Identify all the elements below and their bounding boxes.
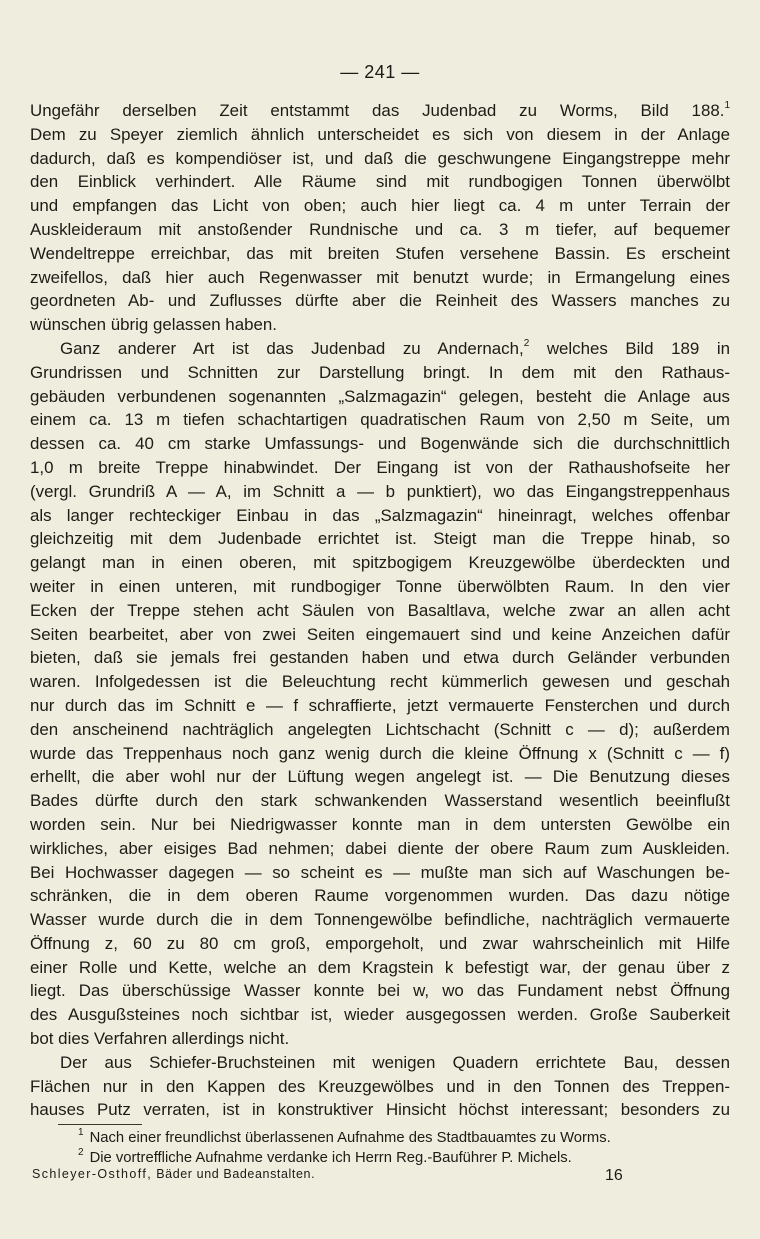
- line-text: gleichzeitig mit dem Judenbade errichtet ist. Steigt man die Treppe hinab, so: [30, 529, 730, 549]
- text-line: [30, 932, 730, 956]
- text-line: [30, 718, 730, 742]
- text-line: [30, 813, 730, 837]
- text-line: [30, 242, 730, 266]
- footnote-reference: 2: [523, 338, 530, 350]
- footnote-text: Nach einer freundlichst überlassenen Aufnahme des Stadtbauamtes zu Worms.: [89, 1130, 611, 1146]
- line-text: gebäuden verbundenen sogenannten „Salzmagazin“ gelegen, besteht die Anlage aus: [30, 386, 730, 406]
- text-line: [30, 765, 730, 789]
- line-text: zweifellos, daß hier auch Regenwasser mit benutzt wurde; in Ermangelung eines: [30, 267, 730, 287]
- text-line: [30, 956, 730, 980]
- text-line: [30, 837, 730, 861]
- sheet-number: 16: [605, 1167, 623, 1184]
- footnotes: [78, 1128, 678, 1168]
- line-text: Ecken der Treppe stehen acht Säulen von Basaltlava, welche zwar an allen acht: [30, 600, 730, 620]
- line-text: Dem zu Speyer ziemlich ähnlich unterscheidet es sich von diesem in der Anlage: [30, 124, 730, 144]
- text-line: [30, 623, 730, 647]
- text-line: [30, 170, 730, 194]
- line-text: Öffnung z, 60 zu 80 cm groß, emporgeholt, und zwar wahrscheinlich mit Hilfe: [30, 933, 730, 953]
- text-line: [30, 789, 730, 813]
- footnote-mark: 2: [78, 1147, 84, 1159]
- line-text: den anscheinend nachträglich angelegten Lichtschacht (Schnitt c — d); außerdem: [30, 719, 730, 739]
- text-line: [30, 527, 730, 551]
- line-text: waren. Infolgedessen ist die Beleuchtung recht kümmerlich gewesen und geschah: [30, 672, 730, 692]
- text-line: [30, 646, 730, 670]
- line-text: worden sein. Nur bei Niedrigwasser konnte man in dem untersten Gewölbe ein: [30, 814, 730, 834]
- footnote-text: Die vortreffliche Aufnahme verdanke ich Herrn Reg.-Bauführer P. Michels.: [89, 1150, 572, 1166]
- footnote: [78, 1148, 678, 1168]
- line-text: dessen ca. 40 cm starke Umfassungs- und Bogenwände sich die durchschnittlich: [30, 434, 730, 454]
- text-line: [30, 432, 730, 456]
- text-line: [30, 337, 730, 361]
- line-text: einer Rolle und Kette, welche an dem Kragstein k befestigt war, der genau über z: [30, 957, 730, 977]
- line-text: wirkliches, aber eisiges Bad nehmen; dabei diente der obere Raum zum Auskleiden.: [30, 838, 730, 858]
- line-text: liegt. Das überschüssige Wasser konnte bei w, wo das Fundament nebst Öffnung: [30, 981, 730, 1001]
- line-text: den Einblick verhindert. Alle Räume sind mit rundbogigen Tonnen überwölbt: [30, 172, 730, 192]
- line-text: Auskleideraum mit anstoßender Rundnische und ca. 3 m tiefer, auf bequemer: [30, 219, 730, 239]
- line-text: Wendeltreppe erreichbar, das mit breiten Stufen versehene Bassin. Es erscheint: [30, 243, 730, 263]
- line-text: Ganz anderer Art ist das Judenbad zu Andernach,: [60, 338, 524, 358]
- text-line: [30, 1051, 730, 1075]
- line-text: schränken, die in dem oberen Raume vorgenommen wurden. Das dazu nötige: [30, 886, 730, 906]
- page-number: — 241 —: [340, 62, 420, 82]
- main-text: [30, 99, 730, 1122]
- line-text: erhellt, die aber wohl nur der Lüftung wegen angelegt ist. — Die Benutzung dieses: [30, 767, 730, 787]
- text-line: [30, 480, 730, 504]
- text-line: [30, 694, 730, 718]
- text-line: [30, 147, 730, 171]
- line-text: und empfangen das Licht von oben; auch hier liegt ca. 4 m unter Terrain der: [30, 196, 730, 216]
- signature-title: Bäder und Badeanstalten.: [156, 1167, 316, 1181]
- line-text: dadurch, daß es kompendiöser ist, und daß die geschwungene Eingangstreppe mehr: [30, 148, 730, 168]
- line-text: Bades dürfte durch den stark schwankenden Wasserstand wesentlich beeinflußt: [30, 791, 730, 811]
- line-text: hauses Putz verraten, ist in konstruktiver Hinsicht höchst interessant; besonders zu: [30, 1100, 730, 1120]
- text-line: [30, 408, 730, 432]
- line-text: 1,0 m breite Treppe hinabwindet. Der Eingang ist von der Rathaushofseite her: [30, 457, 730, 477]
- text-line: [30, 218, 730, 242]
- line-text: nur durch das im Schnitt e — f schraffierte, jetzt vermauerte Fensterchen und durch: [30, 695, 730, 715]
- text-line: [30, 551, 730, 575]
- text-line: [30, 861, 730, 885]
- line-text: einem ca. 13 m tiefen schachtartigen quadratischen Raum von 2,50 m Seite, um: [30, 410, 730, 430]
- line-text: als langer rechteckiger Einbau in das „Salzmagazin“ hineinragt, welches offenbar: [30, 505, 730, 525]
- line-text-continued: welches Bild 189 in: [529, 338, 730, 358]
- text-line: [30, 1098, 730, 1122]
- text-line: [30, 908, 730, 932]
- text-line: [30, 456, 730, 480]
- line-text: wurde das Treppenhaus noch ganz wenig durch die kleine Öffnung x (Schnitt c — f): [30, 743, 730, 763]
- text-line: [30, 123, 730, 147]
- text-line: [30, 194, 730, 218]
- text-line: [30, 979, 730, 1003]
- text-line: [30, 884, 730, 908]
- text-line: [30, 1075, 730, 1099]
- text-line: [30, 361, 730, 385]
- text-line: [30, 266, 730, 290]
- line-text: Grundrissen und Schnitten zur Darstellung bringt. In dem mit den Rathaus-: [30, 362, 730, 382]
- signature-author: Schleyer-Osthoff,: [32, 1167, 153, 1181]
- line-text: wünschen übrig gelassen haben.: [30, 315, 277, 335]
- footnote: [78, 1128, 678, 1148]
- line-text: Ungefähr derselben Zeit entstammt das Judenbad zu Worms, Bild 188.: [30, 101, 725, 120]
- line-text: bot dies Verfahren allerdings nicht.: [30, 1029, 290, 1049]
- line-text: Der aus Schiefer-Bruchsteinen mit wenigen Quadern errichtete Bau, dessen: [60, 1052, 730, 1072]
- text-line: [30, 1003, 730, 1027]
- line-text: (vergl. Grundriß A — A, im Schnitt a — b punktiert), wo das Eingangstreppenhaus: [30, 481, 730, 501]
- line-text: Wasser wurde durch die in dem Tonnengewölbe befindliche, nachträglich vermauerte: [30, 910, 730, 930]
- text-line: [30, 385, 730, 409]
- line-text: geordneten Ab- und Zuflusses dürfte aber die Reinheit des Wassers manches zu: [30, 291, 730, 311]
- text-line: [30, 99, 730, 123]
- footnote-mark: 1: [78, 1127, 84, 1139]
- text-line: [30, 742, 730, 766]
- line-text: gelangt man in einen oberen, mit spitzbogigem Kreuzgewölbe überdeckten und: [30, 553, 730, 573]
- printer-signature: [32, 1167, 315, 1181]
- text-line: [30, 575, 730, 599]
- line-text: Bei Hochwasser dagegen — so scheint es — mußte man sich auf Waschungen be-: [30, 862, 730, 882]
- text-line: [30, 289, 730, 313]
- line-text: Seiten bearbeitet, aber von zwei Seiten eingemauert sind und keine Anzeichen dafür: [30, 624, 730, 644]
- line-text: weiter in einen unteren, mit rundbogiger Tonne überwölbten Raum. In den vier: [30, 576, 730, 596]
- line-text: Flächen nur in den Kappen des Kreuzgewölbes und in den Tonnen des Treppen-: [30, 1076, 730, 1096]
- text-line: [30, 599, 730, 623]
- text-line: [30, 504, 730, 528]
- footnote-reference: 1: [724, 100, 730, 112]
- text-line: [30, 670, 730, 694]
- text-line: [30, 1027, 730, 1051]
- footnote-divider: [58, 1124, 142, 1125]
- line-text: bieten, daß sie jemals frei gestanden haben und etwa durch Geländer verbunden: [30, 648, 730, 668]
- text-line: [30, 313, 730, 337]
- line-text: des Ausgußsteines noch sichtbar ist, wieder ausgegossen werden. Große Sauberkeit: [30, 1005, 730, 1025]
